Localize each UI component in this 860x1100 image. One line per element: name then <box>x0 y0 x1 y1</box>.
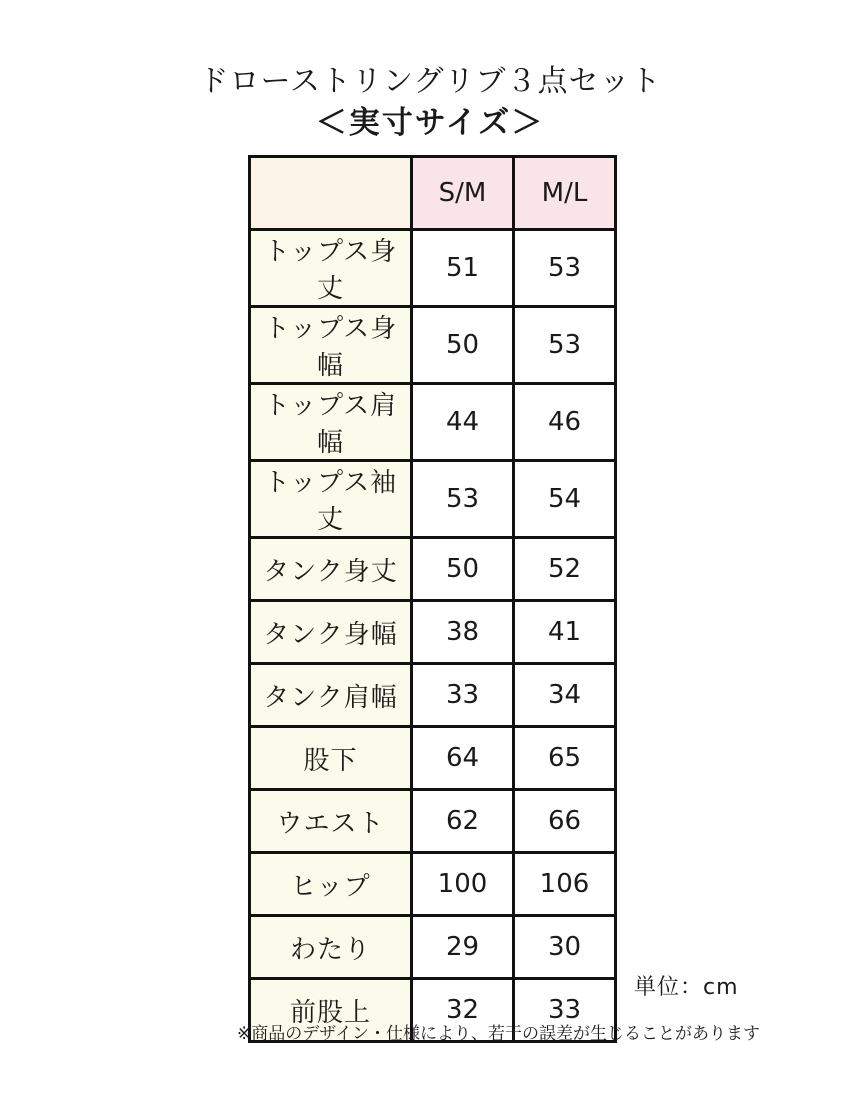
row-label: トップス肩幅 <box>250 384 412 461</box>
table-row <box>250 601 616 664</box>
row-label: タンク肩幅 <box>250 664 412 727</box>
size-value-cell: 46 <box>514 384 616 461</box>
row-label: トップス袖丈 <box>250 461 412 538</box>
size-value-cell: 44 <box>412 384 514 461</box>
table-row <box>250 790 616 853</box>
disclaimer-note: ※商品のデザイン・仕様により、若干の誤差が生じることがあります <box>237 1024 761 1044</box>
size-table <box>248 155 617 1043</box>
size-value-cell: 66 <box>514 790 616 853</box>
column-header-sm: S/M <box>412 157 514 230</box>
table-row <box>250 461 616 538</box>
size-value-cell: 62 <box>412 790 514 853</box>
size-value-cell: 41 <box>514 601 616 664</box>
row-label: 股下 <box>250 727 412 790</box>
row-label: わたり <box>250 916 412 979</box>
size-value-cell: 34 <box>514 664 616 727</box>
size-value-cell: 29 <box>412 916 514 979</box>
table-row <box>250 384 616 461</box>
row-label: タンク身幅 <box>250 601 412 664</box>
table-row <box>250 916 616 979</box>
row-label: 前股上 <box>250 979 412 1042</box>
row-label: ウエスト <box>250 790 412 853</box>
table-row <box>250 230 616 307</box>
size-value-cell: 38 <box>412 601 514 664</box>
size-value-cell: 53 <box>412 461 514 538</box>
size-value-cell: 53 <box>514 230 616 307</box>
size-value-cell: 64 <box>412 727 514 790</box>
size-value-cell: 30 <box>514 916 616 979</box>
table-row <box>250 664 616 727</box>
size-value-cell: 50 <box>412 538 514 601</box>
table-header-row <box>250 157 616 230</box>
unit-label: 単位：cm <box>634 975 739 1000</box>
size-value-cell: 106 <box>514 853 616 916</box>
table-row <box>250 853 616 916</box>
size-value-cell: 51 <box>412 230 514 307</box>
row-label: トップス身丈 <box>250 230 412 307</box>
size-value-cell: 32 <box>412 979 514 1042</box>
table-row <box>250 538 616 601</box>
row-label: タンク身丈 <box>250 538 412 601</box>
size-value-cell: 33 <box>412 664 514 727</box>
size-value-cell: 33 <box>514 979 616 1042</box>
size-value-cell: 50 <box>412 307 514 384</box>
size-value-cell: 54 <box>514 461 616 538</box>
row-label: トップス身幅 <box>250 307 412 384</box>
table-corner-cell <box>250 157 412 230</box>
size-value-cell: 100 <box>412 853 514 916</box>
table-row <box>250 307 616 384</box>
size-value-cell: 53 <box>514 307 616 384</box>
size-value-cell: 52 <box>514 538 616 601</box>
table-row <box>250 727 616 790</box>
page-subtitle: ＜実寸サイズ＞ <box>315 105 545 141</box>
size-value-cell: 65 <box>514 727 616 790</box>
row-label: ヒップ <box>250 853 412 916</box>
column-header-ml: M/L <box>514 157 616 230</box>
page-title: ドローストリングリブ３点セット <box>198 64 662 99</box>
